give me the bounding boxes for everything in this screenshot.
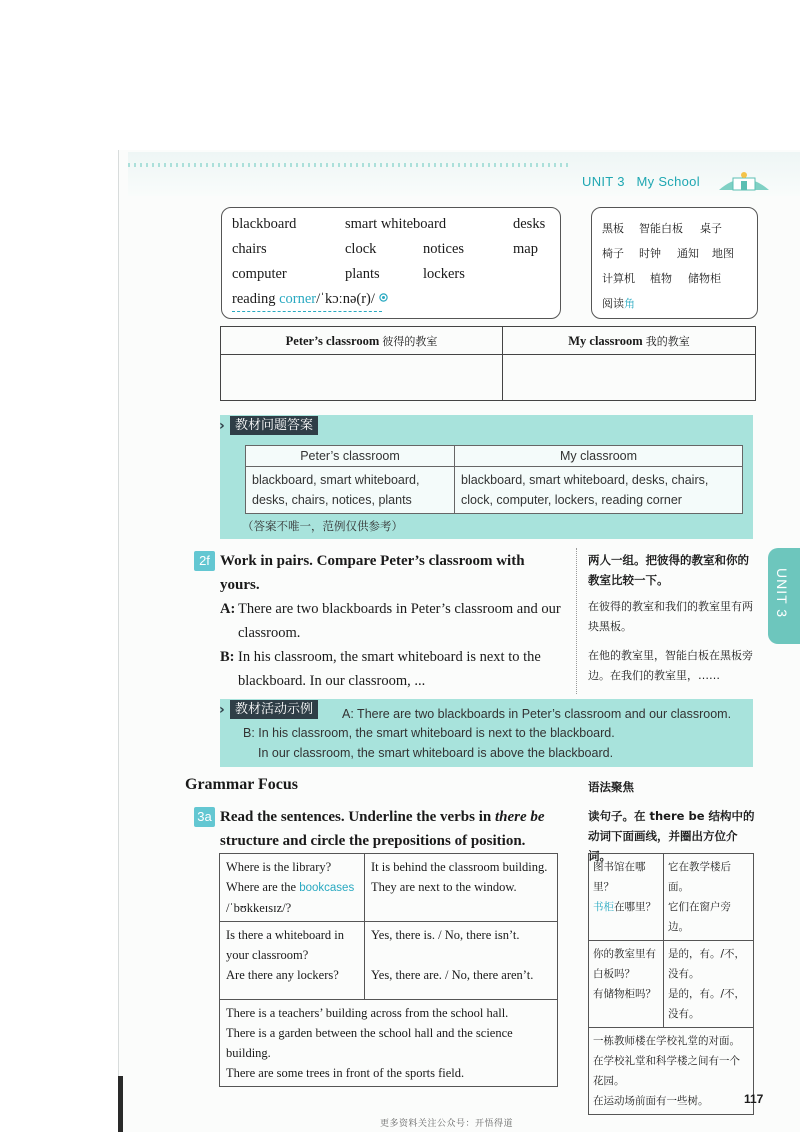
unit-side-tab: UNIT 3 — [768, 548, 800, 644]
cn-word: 地图 — [712, 247, 734, 260]
cn-word-new: 阅读角 — [602, 297, 635, 310]
footer-note: 更多资料关注公众号：开悟得道 — [380, 1119, 514, 1129]
unit-header — [582, 174, 700, 189]
chevron-right-icon: › — [219, 702, 225, 718]
task-2f-cn-instruction: 两人一组。把彼得的教室和你的教室比较一下。 — [588, 553, 749, 587]
task-number-3a: 3a — [194, 807, 215, 827]
word: lockers — [423, 266, 465, 282]
grammar-cn-cell: 一栋教师楼在学校礼堂的对面。 在学校礼堂和科学楼之间有一个花园。 在运动场前面有一些树。 — [589, 1028, 754, 1115]
grammar-title-cn: 语法聚焦 — [588, 780, 634, 794]
compare-header-my: My classroom 我的教室 — [503, 327, 756, 355]
task-2f-cn-b: 在他的教室里，智能白板在黑板旁边。在我们的教室里，…… — [588, 649, 753, 682]
word: plants — [345, 266, 380, 282]
cn-word: 储物柜 — [688, 272, 721, 285]
cn-word: 智能白板 — [639, 222, 683, 235]
phonetic: /ˈkɔːnə(r)/ — [316, 291, 375, 307]
word-box — [221, 207, 561, 319]
task-3a-cn-instruction: 读句子。在 there be 结构中的动词下面画线，并圈出方位介词。 — [588, 809, 755, 863]
example-line-3: In our classroom, the smart whiteboard is above the blackboard. — [258, 746, 614, 760]
new-word: bookcases — [299, 882, 355, 894]
school-emblem-icon — [715, 166, 773, 196]
grammar-cn-table — [588, 853, 754, 1115]
task-2f-line-a: A: There are two blackboards in Peter’s classroom and our classroom. — [220, 601, 561, 641]
example-line-2: B: In his classroom, the smart whiteboard is next to the blackboard. — [243, 726, 615, 740]
grammar-cell: There is a teachers’ building across from the school hall. There is a garden between the school hall and the science building. There are some trees in front of the sports field. — [220, 1000, 558, 1087]
task-2f-cn-a: 在彼得的教室和我们的教室里有两块黑板。 — [588, 600, 753, 633]
unit-title: My School — [636, 174, 700, 189]
compare-cell-my[interactable] — [503, 355, 756, 401]
compare-table — [220, 326, 756, 401]
cn-word: 植物 — [650, 272, 672, 285]
cn-word: 黑板 — [602, 222, 624, 235]
audio-icon — [379, 293, 388, 302]
compare-cell-peter[interactable] — [221, 355, 503, 401]
grammar-cell: Where is the library? Where are the bookcases /ˈbʊkkeɪsɪz/? — [220, 854, 365, 922]
answer-tag: 教材问题答案 — [230, 416, 318, 435]
example-line-1: A: There are two blackboards in Peter’s classroom and our classroom. — [342, 707, 732, 721]
answer-cell-1: blackboard, smart whiteboard, desks, chairs, notices, plants — [246, 467, 455, 514]
chevron-right-icon: › — [219, 418, 225, 434]
example-tag: 教材活动示例 — [230, 700, 318, 719]
task-2f-instruction: Work in pairs. Compare Peter’s classroom with yours. — [220, 553, 525, 593]
word-new: reading corner/ˈkɔːnə(r)/ — [232, 291, 388, 308]
grammar-cell: Yes, there is. / No, there isn’t. Yes, there are. / No, there aren’t. — [365, 922, 558, 1000]
grammar-cn-cell: 它在教学楼后面。 它们在窗户旁边。 — [664, 854, 754, 941]
unit-label: UNIT 3 — [582, 174, 625, 189]
grammar-cn-cell: 是的，有。/不，没有。 是的，有。/不，没有。 — [664, 941, 754, 1028]
cn-word: 计算机 — [602, 272, 635, 285]
task-3a-instruction: Read the sentences. Underline the verbs in there be structure and circle the prepositions of position. — [220, 809, 545, 849]
answer-note: （答案不唯一，范例仅供参考） — [242, 519, 403, 533]
grammar-table — [219, 853, 558, 1087]
task-number-2f: 2f — [194, 551, 215, 571]
grammar-cn-cell: 图书馆在哪里？ 书柜在哪里？ — [589, 854, 664, 941]
word: chairs — [232, 241, 267, 257]
compare-header-peter: Peter’s classroom 彼得的教室 — [221, 327, 503, 355]
cn-word: 通知 — [677, 247, 699, 260]
grammar-cell: Is there a whiteboard in your classroom? Are there any lockers? — [220, 922, 365, 1000]
word: smart whiteboard — [345, 216, 447, 232]
word: blackboard — [232, 216, 297, 232]
cn-word: 时钟 — [639, 247, 661, 260]
word: notices — [423, 241, 465, 257]
underline — [232, 311, 382, 312]
page-number: 117 — [744, 1092, 764, 1106]
cn-word-box — [591, 207, 758, 319]
header-dots — [128, 163, 568, 167]
cn-word: 椅子 — [602, 247, 624, 260]
cn-word: 桌子 — [700, 222, 722, 235]
grammar-cn-cell: 你的教室里有白板吗？ 有储物柜吗？ — [589, 941, 664, 1028]
word: clock — [345, 241, 377, 257]
task-2f-line-b: B: In his classroom, the smart whiteboard is next to the blackboard. In our classroom, ... — [220, 649, 541, 689]
answer-header-1: Peter’s classroom — [246, 446, 455, 467]
word: desks — [513, 216, 546, 232]
answer-cell-2: blackboard, smart whiteboard, desks, chairs, clock, computer, lockers, reading corner — [455, 467, 743, 514]
column-divider — [576, 548, 577, 694]
word: map — [513, 241, 538, 257]
grammar-title: Grammar Focus — [185, 776, 299, 793]
new-word: corner — [279, 291, 317, 307]
word: computer — [232, 266, 287, 282]
answer-header-2: My classroom — [455, 446, 743, 467]
answer-table — [245, 445, 743, 514]
grammar-cell: It is behind the classroom building. They are next to the window. — [365, 854, 558, 922]
phonetic: /ˈbʊkkeɪsɪz/? — [226, 901, 292, 915]
scan-edge — [118, 1076, 123, 1132]
